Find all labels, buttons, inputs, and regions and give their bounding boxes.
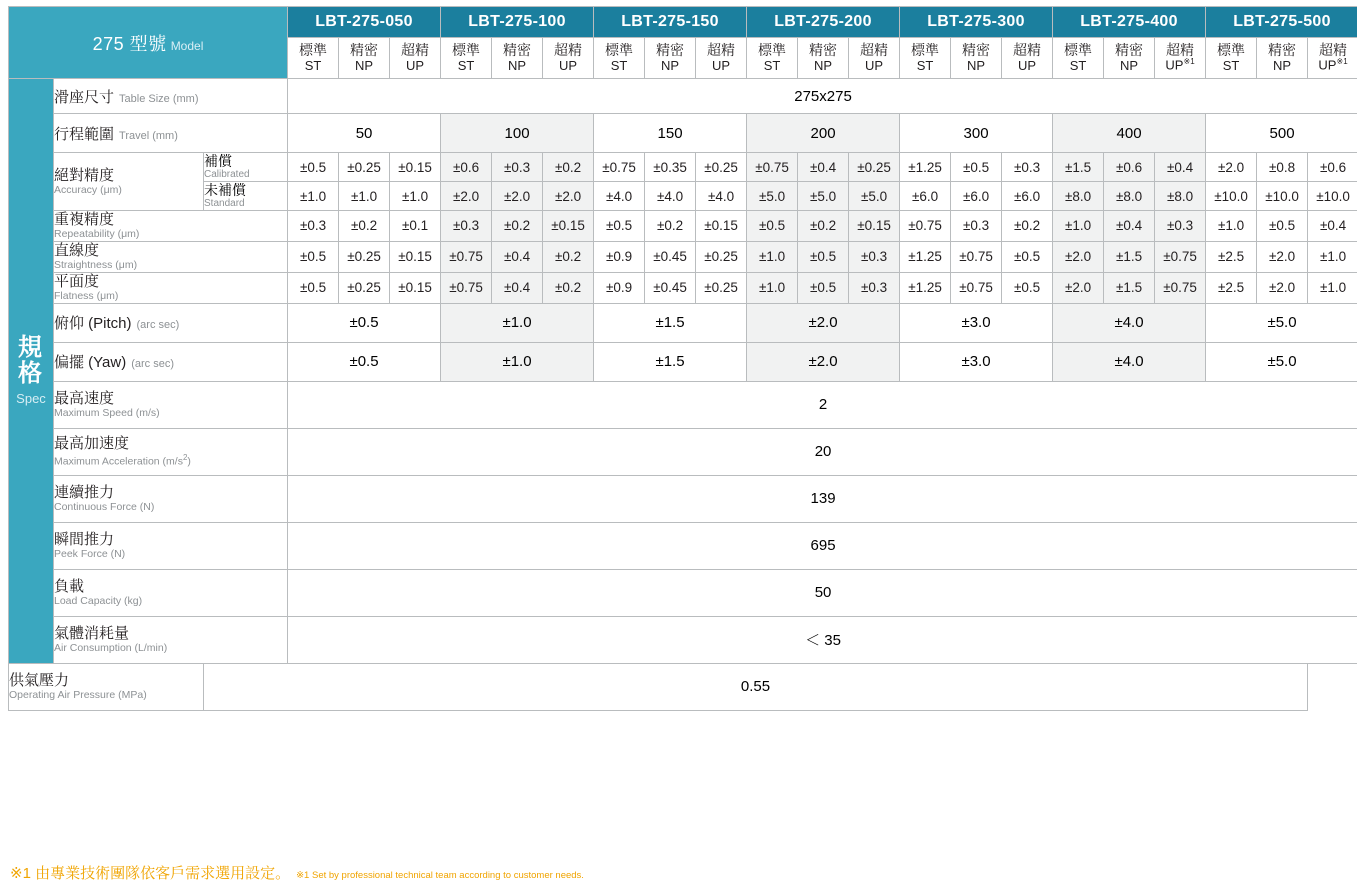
cell-accuracy-std-20: ±10.0 <box>1308 182 1357 211</box>
footnote <box>10 862 1340 883</box>
cell-accuracy-std-8: ±4.0 <box>696 182 747 211</box>
row-label-table-size: 滑座尺寸 Table Size (mm) <box>54 79 288 114</box>
row-label-accuracy: 絕對精度 Accuracy (μm) <box>54 153 204 211</box>
cell-straightness-3: ±0.75 <box>441 241 492 272</box>
value-load-capacity: 50 <box>288 569 1357 616</box>
table-row <box>9 114 1357 153</box>
row-label-air-consumption: 氣體消耗量 Air Consumption (L/min) <box>54 616 288 663</box>
model-title-cell <box>9 7 288 79</box>
cell-accuracy-std-13: ±6.0 <box>951 182 1002 211</box>
cell-accuracy-cal-8: ±0.25 <box>696 153 747 182</box>
cell-repeatability-13: ±0.3 <box>951 211 1002 242</box>
model-title-zh: 275 型號 <box>92 33 167 54</box>
grade-050-st: 標準 ST <box>288 38 339 79</box>
cell-straightness-7: ±0.45 <box>645 241 696 272</box>
cell-flatness-1: ±0.25 <box>339 272 390 303</box>
cell-flatness-2: ±0.15 <box>390 272 441 303</box>
cell-repeatability-10: ±0.2 <box>798 211 849 242</box>
cell-flatness-7: ±0.45 <box>645 272 696 303</box>
row-label-yaw: 偏擺 (Yaw) (arc sec) <box>54 342 288 381</box>
cell-accuracy-cal-5: ±0.2 <box>543 153 594 182</box>
cell-accuracy-cal-9: ±0.75 <box>747 153 798 182</box>
cell-flatness-14: ±0.5 <box>1002 272 1053 303</box>
cell-accuracy-cal-1: ±0.25 <box>339 153 390 182</box>
value-travel-200: 200 <box>747 114 900 153</box>
grade-400-st: 標準 ST <box>1053 38 1104 79</box>
table-row <box>9 241 1357 272</box>
cell-straightness-9: ±1.0 <box>747 241 798 272</box>
grade-050-np: 精密 NP <box>339 38 390 79</box>
value-pitch-300: ±3.0 <box>900 303 1053 342</box>
model-title-en: Model <box>170 38 204 53</box>
cell-straightness-15: ±2.0 <box>1053 241 1104 272</box>
cell-flatness-11: ±0.3 <box>849 272 900 303</box>
row-label-max-speed: 最高速度 Maximum Speed (m/s) <box>54 381 288 428</box>
value-max-acceleration: 20 <box>288 428 1357 475</box>
cell-accuracy-std-18: ±10.0 <box>1206 182 1257 211</box>
value-travel-050: 50 <box>288 114 441 153</box>
cell-repeatability-6: ±0.5 <box>594 211 645 242</box>
cell-flatness-5: ±0.2 <box>543 272 594 303</box>
grade-100-np: 精密 NP <box>492 38 543 79</box>
value-yaw-300: ±3.0 <box>900 342 1053 381</box>
value-travel-150: 150 <box>594 114 747 153</box>
cell-straightness-4: ±0.4 <box>492 241 543 272</box>
value-travel-500: 500 <box>1206 114 1357 153</box>
cell-flatness-19: ±2.0 <box>1257 272 1308 303</box>
cell-accuracy-cal-17: ±0.4 <box>1155 153 1206 182</box>
cell-accuracy-std-7: ±4.0 <box>645 182 696 211</box>
cell-accuracy-cal-0: ±0.5 <box>288 153 339 182</box>
cell-accuracy-std-15: ±8.0 <box>1053 182 1104 211</box>
value-air-pressure: 0.55 <box>204 663 1308 710</box>
cell-straightness-12: ±1.25 <box>900 241 951 272</box>
grade-200-up: 超精 UP <box>849 38 900 79</box>
cell-accuracy-cal-20: ±0.6 <box>1308 153 1357 182</box>
cell-repeatability-4: ±0.2 <box>492 211 543 242</box>
grade-400-up: 超精 UP$^{※1}$ <box>1155 38 1206 79</box>
cell-accuracy-std-6: ±4.0 <box>594 182 645 211</box>
cell-accuracy-cal-3: ±0.6 <box>441 153 492 182</box>
cell-flatness-3: ±0.75 <box>441 272 492 303</box>
value-yaw-500: ±5.0 <box>1206 342 1357 381</box>
cell-accuracy-std-11: ±5.0 <box>849 182 900 211</box>
cell-straightness-17: ±0.75 <box>1155 241 1206 272</box>
grade-100-up: 超精 UP <box>543 38 594 79</box>
value-pitch-100: ±1.0 <box>441 303 594 342</box>
row-label-repeatability: 重複精度 Repeatability (μm) <box>54 211 288 242</box>
cell-accuracy-cal-16: ±0.6 <box>1104 153 1155 182</box>
value-pitch-500: ±5.0 <box>1206 303 1357 342</box>
cell-flatness-9: ±1.0 <box>747 272 798 303</box>
cell-flatness-18: ±2.5 <box>1206 272 1257 303</box>
footnote-marker: ※1 <box>1336 57 1348 67</box>
cell-flatness-17: ±0.75 <box>1155 272 1206 303</box>
table-row <box>9 569 1357 616</box>
value-travel-100: 100 <box>441 114 594 153</box>
cell-straightness-8: ±0.25 <box>696 241 747 272</box>
cell-accuracy-std-17: ±8.0 <box>1155 182 1206 211</box>
cell-flatness-10: ±0.5 <box>798 272 849 303</box>
table-row <box>9 616 1357 663</box>
cell-straightness-2: ±0.15 <box>390 241 441 272</box>
cell-repeatability-15: ±1.0 <box>1053 211 1104 242</box>
row-label-travel: 行程範圍 Travel (mm) <box>54 114 288 153</box>
cell-accuracy-cal-2: ±0.15 <box>390 153 441 182</box>
value-pitch-400: ±4.0 <box>1053 303 1206 342</box>
grade-500-up: 超精 UP$^{※1}$ <box>1308 38 1357 79</box>
cell-accuracy-cal-4: ±0.3 <box>492 153 543 182</box>
cell-repeatability-12: ±0.75 <box>900 211 951 242</box>
table-row <box>9 182 1357 211</box>
cell-straightness-13: ±0.75 <box>951 241 1002 272</box>
table-row <box>9 663 1357 710</box>
cell-accuracy-std-2: ±1.0 <box>390 182 441 211</box>
cell-accuracy-std-19: ±10.0 <box>1257 182 1308 211</box>
cell-repeatability-5: ±0.15 <box>543 211 594 242</box>
grade-150-st: 標準 ST <box>594 38 645 79</box>
cell-straightness-16: ±1.5 <box>1104 241 1155 272</box>
cell-accuracy-cal-13: ±0.5 <box>951 153 1002 182</box>
value-pitch-050: ±0.5 <box>288 303 441 342</box>
cell-repeatability-18: ±1.0 <box>1206 211 1257 242</box>
cell-flatness-4: ±0.4 <box>492 272 543 303</box>
sub-label-standard: 未補償 Standard <box>204 182 288 211</box>
specification-table <box>8 6 1357 711</box>
cell-flatness-15: ±2.0 <box>1053 272 1104 303</box>
table-row <box>9 153 1357 182</box>
footnote-zh: ※1 由專業技術團隊依客戶需求選用設定。 <box>10 865 291 882</box>
cell-accuracy-std-10: ±5.0 <box>798 182 849 211</box>
value-yaw-050: ±0.5 <box>288 342 441 381</box>
cell-flatness-0: ±0.5 <box>288 272 339 303</box>
cell-accuracy-std-16: ±8.0 <box>1104 182 1155 211</box>
cell-accuracy-std-3: ±2.0 <box>441 182 492 211</box>
value-yaw-200: ±2.0 <box>747 342 900 381</box>
grade-200-st: 標準 ST <box>747 38 798 79</box>
model-header-400: LBT-275-400 <box>1053 7 1206 38</box>
row-label-flatness: 平面度 Flatness (μm) <box>54 272 288 303</box>
cell-straightness-1: ±0.25 <box>339 241 390 272</box>
cell-accuracy-cal-11: ±0.25 <box>849 153 900 182</box>
value-peak-force: 695 <box>288 522 1357 569</box>
value-yaw-400: ±4.0 <box>1053 342 1206 381</box>
spec-side-band <box>9 79 54 664</box>
cell-accuracy-cal-19: ±0.8 <box>1257 153 1308 182</box>
value-table-size: 275x275 <box>288 79 1357 114</box>
footnote-marker: ※1 <box>1183 57 1195 67</box>
grade-300-up: 超精 UP <box>1002 38 1053 79</box>
grade-300-np: 精密 NP <box>951 38 1002 79</box>
table-row <box>9 381 1357 428</box>
grade-300-st: 標準 ST <box>900 38 951 79</box>
value-max-speed: 2 <box>288 381 1357 428</box>
cell-straightness-5: ±0.2 <box>543 241 594 272</box>
cell-accuracy-std-1: ±1.0 <box>339 182 390 211</box>
table-row <box>9 475 1357 522</box>
value-yaw-150: ±1.5 <box>594 342 747 381</box>
cell-repeatability-19: ±0.5 <box>1257 211 1308 242</box>
table-row <box>9 522 1357 569</box>
cell-accuracy-std-5: ±2.0 <box>543 182 594 211</box>
row-label-peak-force: 瞬間推力 Peek Force (N) <box>54 522 288 569</box>
model-header-200: LBT-275-200 <box>747 7 900 38</box>
cell-straightness-0: ±0.5 <box>288 241 339 272</box>
value-air-consumption: ＜ 35 <box>288 616 1357 663</box>
cell-accuracy-cal-7: ±0.35 <box>645 153 696 182</box>
cell-flatness-6: ±0.9 <box>594 272 645 303</box>
grade-150-up: 超精 UP <box>696 38 747 79</box>
cell-repeatability-7: ±0.2 <box>645 211 696 242</box>
row-label-pitch: 俯仰 (Pitch) (arc sec) <box>54 303 288 342</box>
cell-repeatability-16: ±0.4 <box>1104 211 1155 242</box>
table-row <box>9 79 1357 114</box>
table-row <box>9 303 1357 342</box>
table-row <box>9 211 1357 242</box>
value-pitch-200: ±2.0 <box>747 303 900 342</box>
grade-200-np: 精密 NP <box>798 38 849 79</box>
cell-straightness-18: ±2.5 <box>1206 241 1257 272</box>
grade-500-np: 精密 NP <box>1257 38 1308 79</box>
cell-repeatability-8: ±0.15 <box>696 211 747 242</box>
grade-400-np: 精密 NP <box>1104 38 1155 79</box>
model-header-500: LBT-275-500 <box>1206 7 1357 38</box>
value-continuous-force: 139 <box>288 475 1357 522</box>
cell-repeatability-17: ±0.3 <box>1155 211 1206 242</box>
cell-repeatability-0: ±0.3 <box>288 211 339 242</box>
row-label-straightness: 直線度 Straightness (μm) <box>54 241 288 272</box>
model-header-300: LBT-275-300 <box>900 7 1053 38</box>
cell-flatness-13: ±0.75 <box>951 272 1002 303</box>
cell-accuracy-cal-12: ±1.25 <box>900 153 951 182</box>
cell-accuracy-std-9: ±5.0 <box>747 182 798 211</box>
spec-band-en: Spec <box>16 391 46 407</box>
cell-accuracy-std-0: ±1.0 <box>288 182 339 211</box>
value-pitch-150: ±1.5 <box>594 303 747 342</box>
table-row <box>9 272 1357 303</box>
model-header-100: LBT-275-100 <box>441 7 594 38</box>
cell-straightness-19: ±2.0 <box>1257 241 1308 272</box>
table-header-models <box>9 7 1357 38</box>
cell-straightness-11: ±0.3 <box>849 241 900 272</box>
cell-repeatability-14: ±0.2 <box>1002 211 1053 242</box>
row-label-max-acceleration: 最高加速度 Maximum Acceleration $(m/s^2)$ <box>54 428 288 475</box>
cell-accuracy-cal-15: ±1.5 <box>1053 153 1104 182</box>
cell-repeatability-1: ±0.2 <box>339 211 390 242</box>
table-row <box>9 342 1357 381</box>
value-travel-400: 400 <box>1053 114 1206 153</box>
model-header-150: LBT-275-150 <box>594 7 747 38</box>
cell-straightness-14: ±0.5 <box>1002 241 1053 272</box>
cell-repeatability-20: ±0.4 <box>1308 211 1357 242</box>
model-header-050: LBT-275-050 <box>288 7 441 38</box>
cell-flatness-12: ±1.25 <box>900 272 951 303</box>
cell-straightness-6: ±0.9 <box>594 241 645 272</box>
cell-straightness-20: ±1.0 <box>1308 241 1357 272</box>
cell-accuracy-cal-10: ±0.4 <box>798 153 849 182</box>
sub-label-calibrated: 補償 Calibrated <box>204 153 288 182</box>
table-row <box>9 428 1357 475</box>
cell-accuracy-std-4: ±2.0 <box>492 182 543 211</box>
cell-repeatability-11: ±0.15 <box>849 211 900 242</box>
value-yaw-100: ±1.0 <box>441 342 594 381</box>
row-label-continuous-force: 連續推力 Continuous Force (N) <box>54 475 288 522</box>
cell-repeatability-9: ±0.5 <box>747 211 798 242</box>
cell-straightness-10: ±0.5 <box>798 241 849 272</box>
cell-repeatability-2: ±0.1 <box>390 211 441 242</box>
cell-repeatability-3: ±0.3 <box>441 211 492 242</box>
cell-flatness-16: ±1.5 <box>1104 272 1155 303</box>
cell-accuracy-cal-14: ±0.3 <box>1002 153 1053 182</box>
grade-050-up: 超精 UP <box>390 38 441 79</box>
cell-accuracy-std-14: ±6.0 <box>1002 182 1053 211</box>
cell-flatness-20: ±1.0 <box>1308 272 1357 303</box>
cell-flatness-8: ±0.25 <box>696 272 747 303</box>
footnote-en: ※1 Set by professional technical team according to customer needs. <box>296 870 584 881</box>
row-label-load-capacity: 負載 Load Capacity (kg) <box>54 569 288 616</box>
cell-accuracy-cal-6: ±0.75 <box>594 153 645 182</box>
spec-band-zh: 規格 <box>18 334 44 388</box>
value-travel-300: 300 <box>900 114 1053 153</box>
grade-150-np: 精密 NP <box>645 38 696 79</box>
cell-accuracy-cal-18: ±2.0 <box>1206 153 1257 182</box>
row-label-air-pressure: 供氣壓力 Operating Air Pressure (MPa) <box>9 663 204 710</box>
grade-100-st: 標準 ST <box>441 38 492 79</box>
grade-500-st: 標準 ST <box>1206 38 1257 79</box>
cell-accuracy-std-12: ±6.0 <box>900 182 951 211</box>
